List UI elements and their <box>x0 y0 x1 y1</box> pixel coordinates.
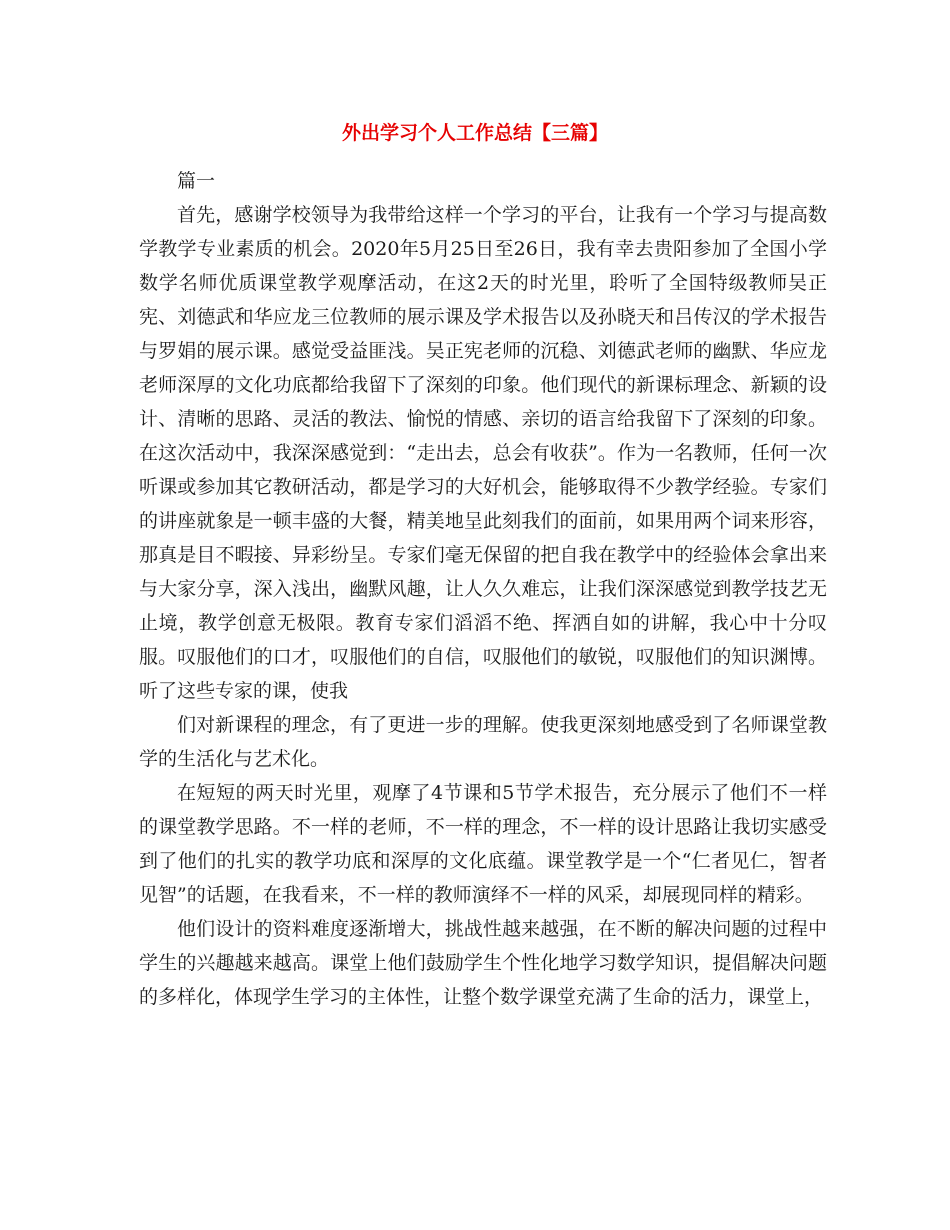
paragraph: 首先，感谢学校领导为我带给这样一个学习的平台，让我有一个学习与提高数学教学专业素质的机会。2020年5月25日至26日，我有幸去贵阳参加了全国小学数学名师优质课堂教学观摩活动，在这2天的时光里，聆听了全国特级教师吴正宪、刘德武和华应龙三位教师的展示课及学术报告以及孙晓天和吕传汉的学术报告与罗娟的展示课。感觉受益匪浅。吴正宪老师的沉稳、刘德武老师的幽默、华应龙老师深厚的文化功底都给我留下了深刻的印象。他们现代的新课标理念、新颖的设计、清晰的思路、灵活的教法、愉悦的情感、亲切的语言给我留下了深刻的印象。在这次活动中，我深深感觉到：“走出去，总会有收获”。作为一名教师，任何一次听课或参加其它教研活动，都是学习的大好机会，能够取得不少教学经验。专家们的讲座就象是一顿丰盛的大餐，精美地呈此刻我们的面前，如果用两个词来形容，那真是目不暇接、异彩纷呈。专家们毫无保留的把自我在教学中的经验体会拿出来与大家分享，深入浅出，幽默风趣，让人久久难忘，让我们深深感觉到教学技艺无止境，教学创意无极限。教育专家们滔滔不绝、挥洒自如的讲解，我心中十分叹服。叹服他们的口才，叹服他们的自信，叹服他们的敏锐，叹服他们的知识渊博。听了这些专家的课，使我 <box>139 204 827 702</box>
paragraph: 他们设计的资料难度逐渐增大，挑战性越来越强，在不断的解决问题的过程中学生的兴趣越来越高。课堂上他们鼓励学生个性化地学习数学知识，提倡解决问题的多样化，体现学生学习的主体性，让整个数学课堂充满了生命的活力，课堂上， <box>139 918 827 1008</box>
document-body <box>139 164 827 1014</box>
section-label: 篇一 <box>177 170 216 192</box>
document-title: 外出学习个人工作总结【三篇】 <box>341 122 608 144</box>
paragraph: 们对新课程的理念，有了更进一步的理解。使我更深刻地感受到了名师课堂教学的生活化与艺术化。 <box>139 714 827 770</box>
paragraph: 在短短的两天时光里，观摩了4节课和5节学术报告，充分展示了他们不一样的课堂教学思路。不一样的老师，不一样的理念，不一样的设计思路让我切实感受到了他们的扎实的教学功底和深厚的文化底蕴。课堂教学是一个“仁者见仁，智者见智”的话题，在我看来，不一样的教师演绎不一样的风采，却展现同样的精彩。 <box>139 782 827 906</box>
